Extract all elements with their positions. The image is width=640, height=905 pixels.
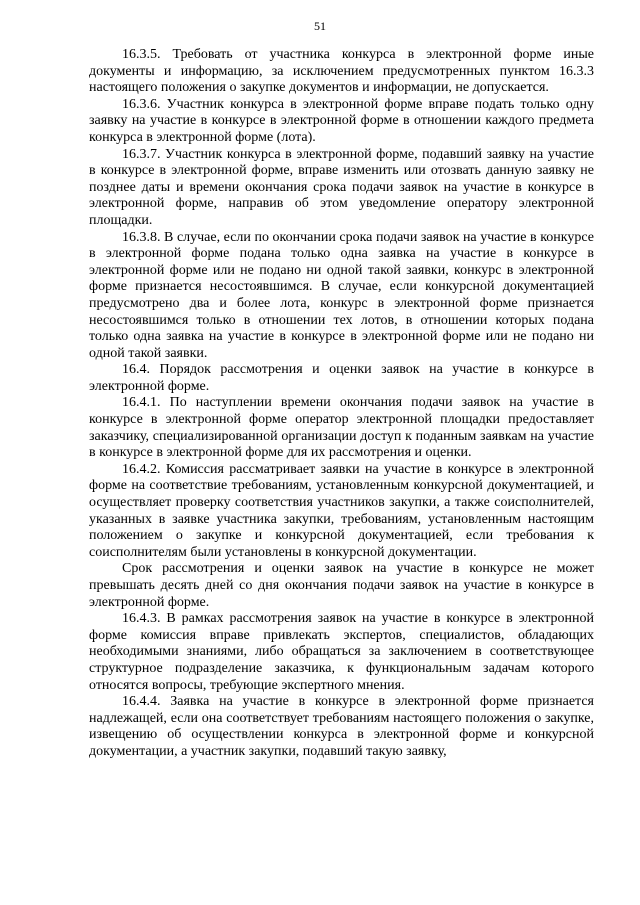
paragraph-review-term: Срок рассмотрения и оценки заявок на участие в конкурсе не может превышать десять дней со дня окончания подачи заявок на участие в конкурсе в электронной форме. bbox=[89, 561, 594, 610]
document-body bbox=[89, 47, 594, 761]
paragraph-16-4-2: 16.4.2. Комиссия рассматривает заявки на участие в конкурсе в электронной форме на соответствие требованиям, установленным конкурсной документацией, и осуществляет проверку соответствия участников закупки, а также соисполнителей, указанных в заявке участника закупки, требованиям, установленным настоящим положением о закупке и конкурсной документацией, если требования к соисполнителям были установлены в конкурсной документации. bbox=[89, 461, 594, 560]
paragraph-16-3-7: 16.3.7. Участник конкурса в электронной форме, подавший заявку на участие в конкурсе в электронной форме, вправе изменить или отозвать данную заявку не позднее даты и времени окончания срока подачи заявок на участие в конкурсе в электронной форме, направив об этом уведомление оператору электронной площадки. bbox=[89, 146, 594, 228]
paragraph-16-3-8: 16.3.8. В случае, если по окончании срока подачи заявок на участие в конкурсе в электронной форме подана только одна заявка на участие в конкурсе в электронной форме или не подано ни одной такой заявки, конкурс в электронной форме признается несостоявшимся. В случае, если конкурсной документацией предусмотрено два и более лота, конкурс в электронной форме признается несостоявшимся только в отношении тех лотов, в отношении которых подана только одна заявка на участие в конкурсе в электронной форме или не подано ни одной такой заявки. bbox=[89, 229, 594, 361]
section-heading-16-4: 16.4. Порядок рассмотрения и оценки заявок на участие в конкурсе в электронной форме. bbox=[89, 362, 594, 394]
paragraph-16-4-3: 16.4.3. В рамках рассмотрения заявок на участие в конкурсе в электронной форме комиссия вправе привлекать экспертов, специалистов, обладающих необходимыми знаниями, либо обращаться за заключением в соответствующее структурное подразделение заказчика, к функциональным задачам которого относятся вопросы, требующие экспертного мнения. bbox=[89, 611, 594, 693]
paragraph-16-3-6: 16.3.6. Участник конкурса в электронной форме вправе подать только одну заявку на участие в конкурсе в электронной форме в отношении каждого предмета конкурса в электронной форме (лота). bbox=[89, 96, 594, 145]
paragraph-16-3-5: 16.3.5. Требовать от участника конкурса в электронной форме иные документы и информацию, за исключением предусмотренных пунктом 16.3.3 настоящего положения о закупке документов и информации, не допускается. bbox=[89, 47, 594, 96]
paragraph-16-4-1: 16.4.1. По наступлении времени окончания подачи заявок на участие в конкурсе в электронной форме оператор электронной площадки предоставляет заказчику, специализированной организации доступ к поданным заявкам на участие в конкурсе в электронной форме для их рассмотрения и оценки. bbox=[89, 395, 594, 461]
paragraph-16-4-4: 16.4.4. Заявка на участие в конкурсе в электронной форме признается надлежащей, если она соответствует требованиям настоящего положения о закупке, извещению об осуществлении конкурса в электронной форме и конкурсной документации, а участник закупки, подавший такую заявку, bbox=[89, 694, 594, 759]
page-number: 51 bbox=[314, 19, 326, 33]
